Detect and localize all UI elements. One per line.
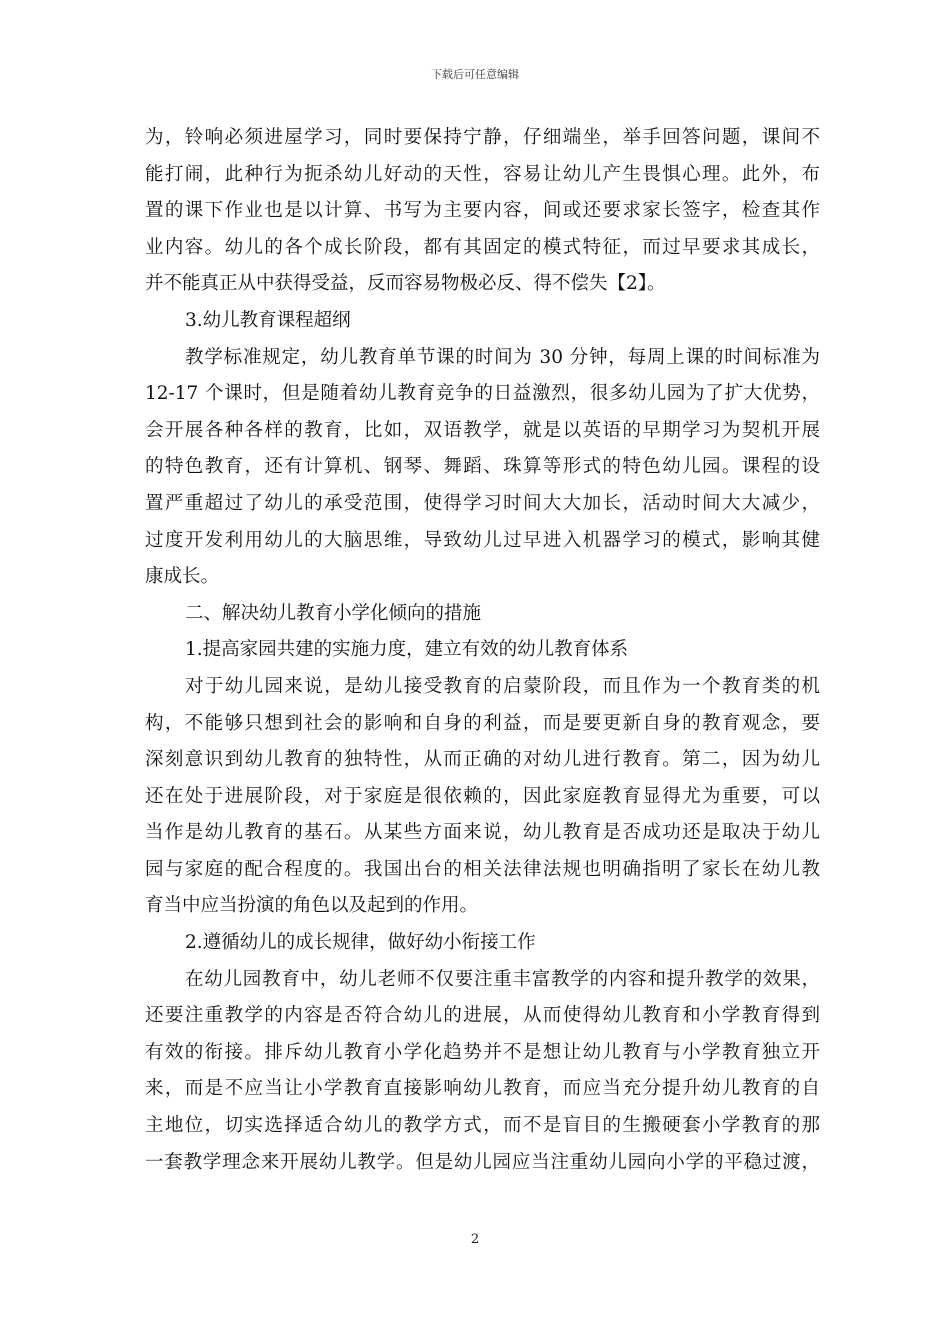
text-line: 置严重超过了幼儿的承受范围，使得学习时间大大加长，活动时间大大减少，: [145, 492, 820, 514]
text-line: 育当中应当扮演的角色以及起到的作用。: [145, 895, 479, 917]
page-header: 下载后可任意编辑: [431, 68, 519, 81]
text-line: 还要注重教学的内容是否符合幼儿的进展，从而使得幼儿教育和小学教育得到: [145, 1005, 820, 1027]
text-line: 1.提高家园共建的实施力度，建立有效的幼儿教育体系: [185, 639, 629, 661]
text-line: 能打闹，此种行为扼杀幼儿好动的天性，容易让幼儿产生畏惧心理。此外，布: [145, 163, 820, 185]
text-line: 业内容。幼儿的各个成长阶段，都有其固定的模式特征，而过早要求其成长，: [145, 236, 820, 258]
text-line: 2.遵循幼儿的成长规律，做好幼小衔接工作: [185, 932, 536, 954]
text-line: 二、解决幼儿教育小学化倾向的措施: [185, 602, 482, 624]
text-line: 当作是幼儿教育的基石。从某些方面来说，幼儿教育是否成功还是取决于幼儿: [145, 822, 820, 844]
text-line: 一套教学理念来开展幼儿教学。但是幼儿园应当注重幼儿园向小学的平稳过渡，: [145, 1151, 820, 1173]
text-line: 教学标准规定，幼儿教育单节课的时间为 30 分钟，每周上课的时间标准为: [185, 346, 820, 368]
text-line: 过度开发利用幼儿的大脑思维，导致幼儿过早进入机器学习的模式，影响其健: [145, 529, 820, 551]
text-line: 12-17 个课时，但是随着幼儿教育竞争的日益激烈，很多幼儿园为了扩大优势，: [145, 383, 820, 405]
text-line: 构，不能够只想到社会的影响和自身的利益，而是要更新自身的教育观念，要: [145, 712, 820, 734]
page-number: 2: [470, 1232, 480, 1247]
text-line: 的特色教育，还有计算机、钢琴、舞蹈、珠算等形式的特色幼儿园。课程的设: [145, 456, 820, 478]
text-line: 来，而是不应当让小学教育直接影响幼儿教育，而应当充分提升幼儿教育的自: [145, 1078, 820, 1100]
text-line: 康成长。: [145, 566, 220, 588]
text-line: 3.幼儿教育课程超纲: [185, 309, 351, 331]
text-line: 为，铃响必须进屋学习，同时要保持宁静，仔细端坐，举手回答问题，课间不: [145, 127, 820, 148]
text-line: 置的课下作业也是以计算、书写为主要内容，间或还要求家长签字，检查其作: [145, 200, 820, 222]
text-line: 深刻意识到幼儿教育的独特性，从而正确的对幼儿进行教育。第二，因为幼儿: [145, 749, 820, 771]
text-line: 还在处于进展阶段，对于家庭是很依赖的，因此家庭教育显得尤为重要，可以: [145, 785, 820, 807]
text-line: 园与家庭的配合程度的。我国出台的相关法律法规也明确指明了家长在幼儿教: [145, 858, 820, 880]
text-line: 并不能真正从中获得受益，反而容易物极必反、得不偿失【2】。: [145, 273, 666, 295]
document-body: [145, 120, 820, 1181]
text-line: 在幼儿园教育中，幼儿老师不仅要注重丰富教学的内容和提升教学的效果，: [185, 968, 820, 990]
text-line: 主地位，切实选择适合幼儿的教学方式，而不是盲目的生搬硬套小学教育的那: [145, 1115, 820, 1137]
text-line: 有效的衔接。排斥幼儿教育小学化趋势并不是想让幼儿教育与小学教育独立开: [145, 1041, 820, 1063]
text-line: 对于幼儿园来说，是幼儿接受教育的启蒙阶段，而且作为一个教育类的机: [185, 675, 820, 697]
text-line: 会开展各种各样的教育，比如，双语教学，就是以英语的早期学习为契机开展: [145, 419, 820, 441]
